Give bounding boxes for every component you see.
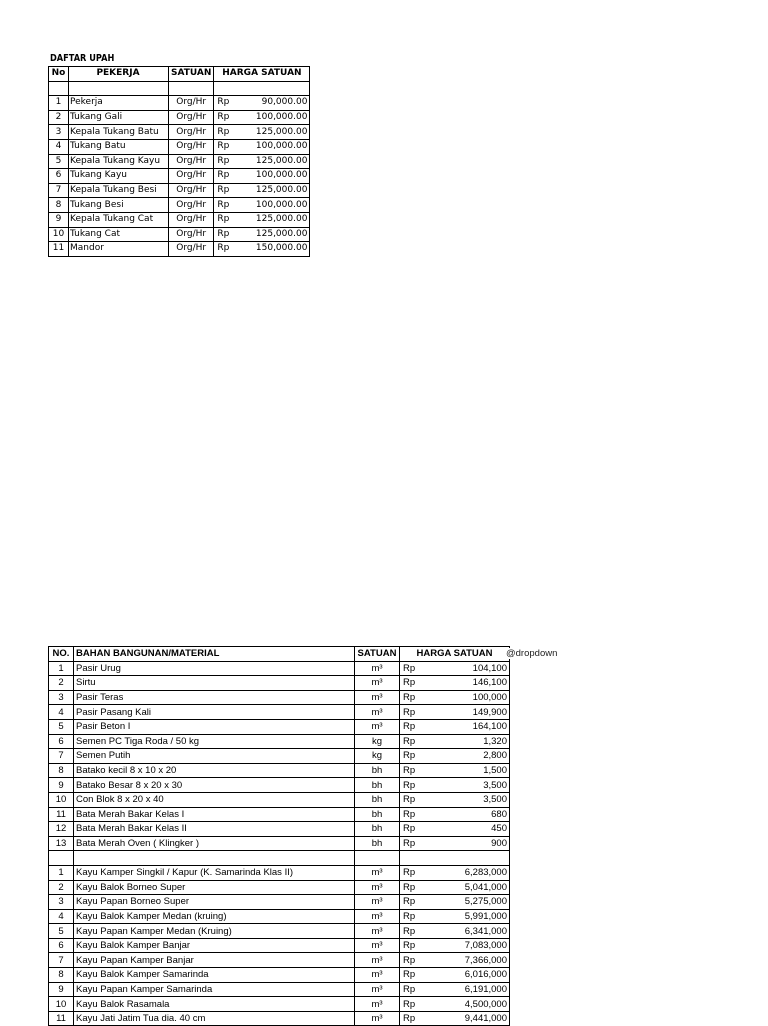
row-currency[interactable]: Rp (400, 661, 444, 676)
row-name[interactable]: Kayu Balok Kamper Banjar (74, 938, 355, 953)
row-name[interactable]: Tukang Cat (69, 227, 169, 242)
row-no[interactable]: 7 (49, 749, 74, 764)
row-name[interactable]: Kayu Balok Borneo Super (74, 880, 355, 895)
row-no[interactable]: 8 (49, 968, 74, 983)
row-satuan[interactable]: Org/Hr (169, 169, 214, 184)
row-name[interactable]: Kayu Balok Kamper Samarinda (74, 968, 355, 983)
row-name[interactable]: Semen Putih (74, 749, 355, 764)
table-row (49, 110, 310, 125)
row-no[interactable]: 8 (49, 198, 69, 213)
table-row (49, 154, 310, 169)
row-satuan[interactable]: bh (355, 792, 400, 807)
row-name[interactable]: Kayu Kamper Singkil / Kapur (K. Samarinda Klas II) (74, 865, 355, 880)
upah-header-pekerja[interactable]: PEKERJA (69, 67, 169, 82)
cell[interactable] (169, 81, 214, 96)
table-row (49, 212, 310, 227)
row-no[interactable]: 6 (49, 169, 69, 184)
row-price[interactable]: 125,000.00 (251, 227, 310, 242)
table-row (49, 953, 510, 968)
upah-title: DAFTAR UPAH (50, 53, 115, 64)
row-currency[interactable]: Rp (400, 676, 444, 691)
row-no[interactable]: 8 (49, 763, 74, 778)
row-no[interactable]: 5 (49, 924, 74, 939)
row-price[interactable]: 150,000.00 (251, 242, 310, 257)
upah-header-no[interactable]: No (49, 67, 69, 82)
row-currency[interactable]: Rp (400, 749, 444, 764)
table-row (49, 807, 510, 822)
row-price[interactable]: 1,320 (443, 734, 510, 749)
row-currency[interactable]: Rp (400, 763, 444, 778)
row-currency[interactable]: Rp (400, 938, 444, 953)
material-body (49, 661, 510, 1026)
row-no[interactable]: 5 (49, 154, 69, 169)
row-price[interactable]: 146,100 (443, 676, 510, 691)
table-row (49, 734, 510, 749)
table-row (49, 169, 310, 184)
row-price[interactable]: 6,191,000 (443, 982, 510, 997)
row-name[interactable]: Tukang Batu (69, 139, 169, 154)
table-row (49, 968, 510, 983)
table-row (49, 183, 310, 198)
row-price[interactable]: 125,000.00 (251, 183, 310, 198)
row-name[interactable]: Mandor (69, 242, 169, 257)
material-header-harga[interactable]: HARGA SATUAN (400, 647, 510, 662)
table-row (49, 778, 510, 793)
row-no[interactable]: 10 (49, 227, 69, 242)
table-row (49, 96, 310, 111)
row-currency[interactable]: Rp (400, 778, 444, 793)
row-satuan[interactable]: Org/Hr (169, 183, 214, 198)
row-name[interactable]: Con Blok 8 x 20 x 40 (74, 792, 355, 807)
row-no[interactable]: 1 (49, 96, 69, 111)
row-no[interactable]: 2 (49, 880, 74, 895)
row-price[interactable]: 164,100 (443, 719, 510, 734)
table-row (49, 661, 510, 676)
table-row (49, 938, 510, 953)
row-no[interactable]: 9 (49, 982, 74, 997)
row-satuan[interactable]: m³ (355, 924, 400, 939)
row-currency[interactable]: Rp (400, 909, 444, 924)
row-no[interactable]: 5 (49, 719, 74, 734)
table-row (49, 242, 310, 257)
upah-header-satuan[interactable]: SATUAN (169, 67, 214, 82)
row-satuan[interactable]: bh (355, 778, 400, 793)
row-name[interactable]: Pasir Urug (74, 661, 355, 676)
dropdown-note[interactable]: @dropdown (506, 648, 558, 659)
upah-body (49, 96, 310, 257)
material-header-no[interactable]: NO. (49, 647, 74, 662)
row-price[interactable]: 7,366,000 (443, 953, 510, 968)
row-price[interactable]: 6,341,000 (443, 924, 510, 939)
row-name[interactable]: Tukang Gali (69, 110, 169, 125)
row-price[interactable]: 5,275,000 (443, 895, 510, 910)
row-satuan[interactable]: m³ (355, 690, 400, 705)
row-price[interactable]: 1,500 (443, 763, 510, 778)
row-name[interactable]: Tukang Kayu (69, 169, 169, 184)
table-row (49, 792, 510, 807)
row-satuan[interactable]: Org/Hr (169, 110, 214, 125)
upah-header-row (49, 67, 310, 82)
row-name[interactable]: Pasir Teras (74, 690, 355, 705)
table-row (49, 227, 310, 242)
row-name[interactable]: Kepala Tukang Besi (69, 183, 169, 198)
row-name[interactable]: Kayu Papan Kamper Medan (Kruing) (74, 924, 355, 939)
row-satuan[interactable]: kg (355, 749, 400, 764)
row-satuan[interactable]: m³ (355, 880, 400, 895)
row-name[interactable]: Bata Merah Bakar Kelas I (74, 807, 355, 822)
row-satuan[interactable]: m³ (355, 719, 400, 734)
cell[interactable] (214, 81, 252, 96)
upah-table (48, 66, 310, 257)
row-currency[interactable]: Rp (400, 705, 444, 720)
row-price[interactable]: 5,991,000 (443, 909, 510, 924)
row-satuan[interactable]: m³ (355, 676, 400, 691)
row-satuan[interactable]: m³ (355, 982, 400, 997)
row-price[interactable]: 680 (443, 807, 510, 822)
row-no[interactable]: 3 (49, 125, 69, 140)
row-currency[interactable]: Rp (400, 690, 444, 705)
row-name[interactable]: Tukang Besi (69, 198, 169, 213)
row-satuan[interactable]: Org/Hr (169, 242, 214, 257)
row-satuan[interactable]: Org/Hr (169, 154, 214, 169)
row-name[interactable]: Semen PC Tiga Roda / 50 kg (74, 734, 355, 749)
cell[interactable] (400, 851, 444, 866)
table-row (49, 982, 510, 997)
row-price[interactable]: 100,000.00 (251, 110, 310, 125)
material-header-row (49, 647, 510, 662)
table-row (49, 690, 510, 705)
row-price[interactable]: 100,000.00 (251, 198, 310, 213)
row-price[interactable]: 2,800 (443, 749, 510, 764)
cell[interactable] (251, 81, 310, 96)
row-no[interactable]: 3 (49, 690, 74, 705)
table-row (49, 705, 510, 720)
row-satuan[interactable]: m³ (355, 661, 400, 676)
row-price[interactable]: 100,000 (443, 690, 510, 705)
row-currency[interactable]: Rp (400, 807, 444, 822)
row-currency[interactable]: Rp (400, 1011, 444, 1026)
row-name[interactable]: Pekerja (69, 96, 169, 111)
material-header-bahan[interactable]: BAHAN BANGUNAN/MATERIAL (74, 647, 355, 662)
row-name[interactable]: Kayu Papan Kamper Samarinda (74, 982, 355, 997)
blank-row (49, 851, 510, 866)
row-no[interactable]: 11 (49, 242, 69, 257)
row-no[interactable]: 6 (49, 734, 74, 749)
row-currency[interactable]: Rp (400, 719, 444, 734)
row-price[interactable]: 6,283,000 (443, 865, 510, 880)
row-currency[interactable]: Rp (214, 227, 252, 242)
row-satuan[interactable]: Org/Hr (169, 125, 214, 140)
table-row (49, 763, 510, 778)
row-satuan[interactable]: bh (355, 763, 400, 778)
row-currency[interactable]: Rp (400, 924, 444, 939)
table-row (49, 719, 510, 734)
material-header-satuan[interactable]: SATUAN (355, 647, 400, 662)
row-currency[interactable]: Rp (400, 836, 444, 851)
row-price[interactable]: 90,000.00 (251, 96, 310, 111)
row-no[interactable]: 6 (49, 938, 74, 953)
row-no[interactable]: 4 (49, 139, 69, 154)
cell[interactable] (443, 851, 510, 866)
upah-header-harga[interactable]: HARGA SATUAN (214, 67, 310, 82)
row-name[interactable]: Kepala Tukang Cat (69, 212, 169, 227)
row-name[interactable]: Pasir Pasang Kali (74, 705, 355, 720)
row-name[interactable]: Kepala Tukang Batu (69, 125, 169, 140)
row-currency[interactable]: Rp (214, 242, 252, 257)
table-row (49, 997, 510, 1012)
table-row (49, 865, 510, 880)
row-currency[interactable]: Rp (400, 997, 444, 1012)
row-price[interactable]: 125,000.00 (251, 212, 310, 227)
row-satuan[interactable]: m³ (355, 997, 400, 1012)
row-satuan[interactable]: m³ (355, 865, 400, 880)
row-no[interactable]: 13 (49, 836, 74, 851)
row-price[interactable]: 3,500 (443, 792, 510, 807)
row-name[interactable]: Kayu Papan Kamper Banjar (74, 953, 355, 968)
cell[interactable] (49, 851, 74, 866)
row-no[interactable]: 2 (49, 110, 69, 125)
row-no[interactable]: 1 (49, 865, 74, 880)
row-currency[interactable]: Rp (400, 792, 444, 807)
table-row (49, 749, 510, 764)
row-currency[interactable]: Rp (214, 212, 252, 227)
row-no[interactable]: 11 (49, 807, 74, 822)
row-satuan[interactable]: m³ (355, 895, 400, 910)
row-no[interactable]: 10 (49, 997, 74, 1012)
row-satuan[interactable]: Org/Hr (169, 96, 214, 111)
row-satuan[interactable]: m³ (355, 1011, 400, 1026)
row-price[interactable]: 6,016,000 (443, 968, 510, 983)
row-name[interactable]: Batako kecil 8 x 10 x 20 (74, 763, 355, 778)
row-price[interactable]: 3,500 (443, 778, 510, 793)
row-no[interactable]: 7 (49, 953, 74, 968)
table-row (49, 895, 510, 910)
row-satuan[interactable]: Org/Hr (169, 212, 214, 227)
row-currency[interactable]: Rp (400, 822, 444, 837)
row-name[interactable]: Pasir Beton I (74, 719, 355, 734)
row-currency[interactable]: Rp (214, 154, 252, 169)
table-row (49, 676, 510, 691)
row-satuan[interactable]: bh (355, 822, 400, 837)
row-satuan[interactable]: kg (355, 734, 400, 749)
row-name[interactable]: Batako Besar 8 x 20 x 30 (74, 778, 355, 793)
row-currency[interactable]: Rp (400, 982, 444, 997)
row-currency[interactable]: Rp (214, 125, 252, 140)
row-currency[interactable]: Rp (400, 968, 444, 983)
row-no[interactable]: 11 (49, 1011, 74, 1026)
row-no[interactable]: 1 (49, 661, 74, 676)
row-name[interactable]: Sirtu (74, 676, 355, 691)
row-no[interactable]: 9 (49, 778, 74, 793)
row-no[interactable]: 3 (49, 895, 74, 910)
row-price[interactable]: 9,441,000 (443, 1011, 510, 1026)
table-row (49, 139, 310, 154)
cell[interactable] (74, 851, 355, 866)
table-row (49, 198, 310, 213)
row-no[interactable]: 2 (49, 676, 74, 691)
row-currency[interactable]: Rp (214, 96, 252, 111)
cell[interactable] (69, 81, 169, 96)
row-price[interactable]: 100,000.00 (251, 169, 310, 184)
row-satuan[interactable]: bh (355, 807, 400, 822)
table-row (49, 880, 510, 895)
row-name[interactable]: Kayu Papan Borneo Super (74, 895, 355, 910)
row-currency[interactable]: Rp (400, 734, 444, 749)
row-name[interactable]: Bata Merah Oven ( Klingker ) (74, 836, 355, 851)
row-no[interactable]: 9 (49, 212, 69, 227)
row-no[interactable]: 10 (49, 792, 74, 807)
row-name[interactable]: Bata Merah Bakar Kelas II (74, 822, 355, 837)
row-currency[interactable]: Rp (214, 198, 252, 213)
row-no[interactable]: 4 (49, 909, 74, 924)
row-currency[interactable]: Rp (214, 183, 252, 198)
row-name[interactable]: Kayu Balok Rasamala (74, 997, 355, 1012)
table-row (49, 822, 510, 837)
table-row (49, 924, 510, 939)
material-table (48, 646, 510, 1026)
row-currency[interactable]: Rp (214, 139, 252, 154)
row-price[interactable]: 7,083,000 (443, 938, 510, 953)
table-row (49, 125, 310, 140)
row-name[interactable]: Kepala Tukang Kayu (69, 154, 169, 169)
row-price[interactable]: 5,041,000 (443, 880, 510, 895)
upah-blank-row (49, 81, 310, 96)
row-price[interactable]: 125,000.00 (251, 154, 310, 169)
row-satuan[interactable]: m³ (355, 938, 400, 953)
row-satuan[interactable]: m³ (355, 953, 400, 968)
row-price[interactable]: 100,000.00 (251, 139, 310, 154)
table-row (49, 909, 510, 924)
row-satuan[interactable]: m³ (355, 968, 400, 983)
row-currency[interactable]: Rp (214, 169, 252, 184)
row-satuan[interactable]: Org/Hr (169, 139, 214, 154)
row-satuan[interactable]: Org/Hr (169, 198, 214, 213)
table-row (49, 836, 510, 851)
row-no[interactable]: 7 (49, 183, 69, 198)
row-price[interactable]: 104,100 (443, 661, 510, 676)
row-price[interactable]: 900 (443, 836, 510, 851)
row-currency[interactable]: Rp (400, 953, 444, 968)
row-price[interactable]: 4,500,000 (443, 997, 510, 1012)
cell[interactable] (355, 851, 400, 866)
row-no[interactable]: 12 (49, 822, 74, 837)
row-currency[interactable]: Rp (400, 880, 444, 895)
row-name[interactable]: Kayu Balok Kamper Medan (kruing) (74, 909, 355, 924)
row-currency[interactable]: Rp (400, 895, 444, 910)
row-price[interactable]: 450 (443, 822, 510, 837)
cell[interactable] (49, 81, 69, 96)
row-currency[interactable]: Rp (214, 110, 252, 125)
row-satuan[interactable]: Org/Hr (169, 227, 214, 242)
row-satuan[interactable]: m³ (355, 705, 400, 720)
row-currency[interactable]: Rp (400, 865, 444, 880)
row-no[interactable]: 4 (49, 705, 74, 720)
row-price[interactable]: 125,000.00 (251, 125, 310, 140)
row-satuan[interactable]: bh (355, 836, 400, 851)
row-price[interactable]: 149,900 (443, 705, 510, 720)
row-name[interactable]: Kayu Jati Jatim Tua dia. 40 cm (74, 1011, 355, 1026)
row-satuan[interactable]: m³ (355, 909, 400, 924)
